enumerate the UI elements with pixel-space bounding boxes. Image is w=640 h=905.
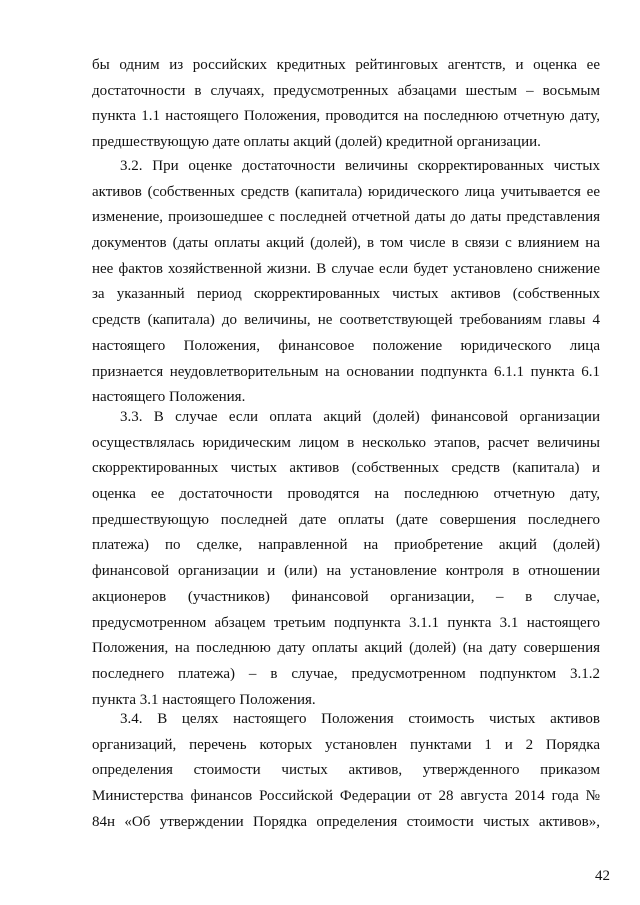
- text-line: пункта 3.1 настоящего Положения.: [92, 691, 316, 708]
- text-line: определения стоимости чистых активов, утвержденного приказом: [92, 762, 600, 779]
- text-line: предусмотренном абзацем третьим подпункта 3.1.1 пункта 3.1 настоящего: [92, 614, 600, 631]
- text-line: Министерства финансов Российской Федерации от 28 августа 2014 года №: [92, 788, 600, 805]
- text-line: за указанный период скорректированных чистых активов (собственных: [92, 286, 600, 303]
- text-line: настоящего Положения, финансовое положение юридического лица: [92, 337, 600, 354]
- text-line: пункта 1.1 настоящего Положения, проводится на последнюю отчетную дату,: [92, 108, 600, 125]
- paragraph: [92, 53, 600, 156]
- text-line: Положения, на последнюю дату оплаты акций (долей) (на дату совершения: [92, 640, 600, 657]
- text-line: 3.4. В целях настоящего Положения стоимость чистых активов: [120, 711, 600, 727]
- text-line: признается неудовлетворительным на основании подпункта 6.1.1 пункта 6.1: [92, 363, 600, 380]
- text-line: последнего платежа) – в случае, предусмотренном подпунктом 3.1.2: [92, 665, 600, 682]
- text-line: предшествующую последней дате оплаты (дате совершения последнего: [92, 511, 600, 528]
- text-line: предшествующую дате оплаты акций (долей) кредитной организации.: [92, 134, 541, 151]
- paragraph: [92, 154, 600, 411]
- text-line: настоящего Положения.: [92, 389, 246, 406]
- text-line: 84н «Об утверждении Порядка определения стоимости чистых активов»,: [92, 813, 600, 830]
- text-line: средств (капитала) до величины, не соответствующей требованиям главы 4: [92, 312, 600, 329]
- text-line: акционеров (участников) финансовой организации, – в случае,: [92, 588, 600, 605]
- text-line: финансовой организации и (или) на установление контроля в отношении: [92, 563, 600, 580]
- text-line: организаций, перечень которых установлен пунктами 1 и 2 Порядка: [92, 736, 600, 753]
- text-line: платежа) по сделке, направленной на приобретение акций (долей): [92, 537, 600, 554]
- text-line: активов (собственных средств (капитала) юридического лица учитывается ее: [92, 183, 600, 200]
- text-line: изменение, произошедшее с последней отчетной даты до даты представления: [92, 209, 600, 226]
- text-line: скорректированных чистых активов (собственных средств (капитала) и: [92, 460, 600, 477]
- paragraph: [92, 707, 600, 835]
- text-line: достаточности в случаях, предусмотренных абзацами шестым – восьмым: [92, 82, 600, 99]
- text-line: 3.2. При оценке достаточности величины скорректированных чистых: [120, 158, 600, 174]
- text-line: оценка ее достаточности проводятся на последнюю отчетную дату,: [92, 486, 600, 503]
- text-line: осуществлялась юридическим лицом в несколько этапов, расчет величины: [92, 434, 600, 451]
- page-number: 42: [595, 868, 610, 884]
- text-line: нее фактов хозяйственной жизни. В случае если будет установлено снижение: [92, 260, 600, 277]
- text-line: бы одним из российских кредитных рейтинговых агентств, и оценка ее: [92, 57, 600, 73]
- paragraph: [92, 405, 600, 713]
- text-line: 3.3. В случае если оплата акций (долей) финансовой организации: [120, 409, 600, 425]
- text-line: документов (даты оплаты акций (долей), в том числе в связи с влиянием на: [92, 235, 600, 252]
